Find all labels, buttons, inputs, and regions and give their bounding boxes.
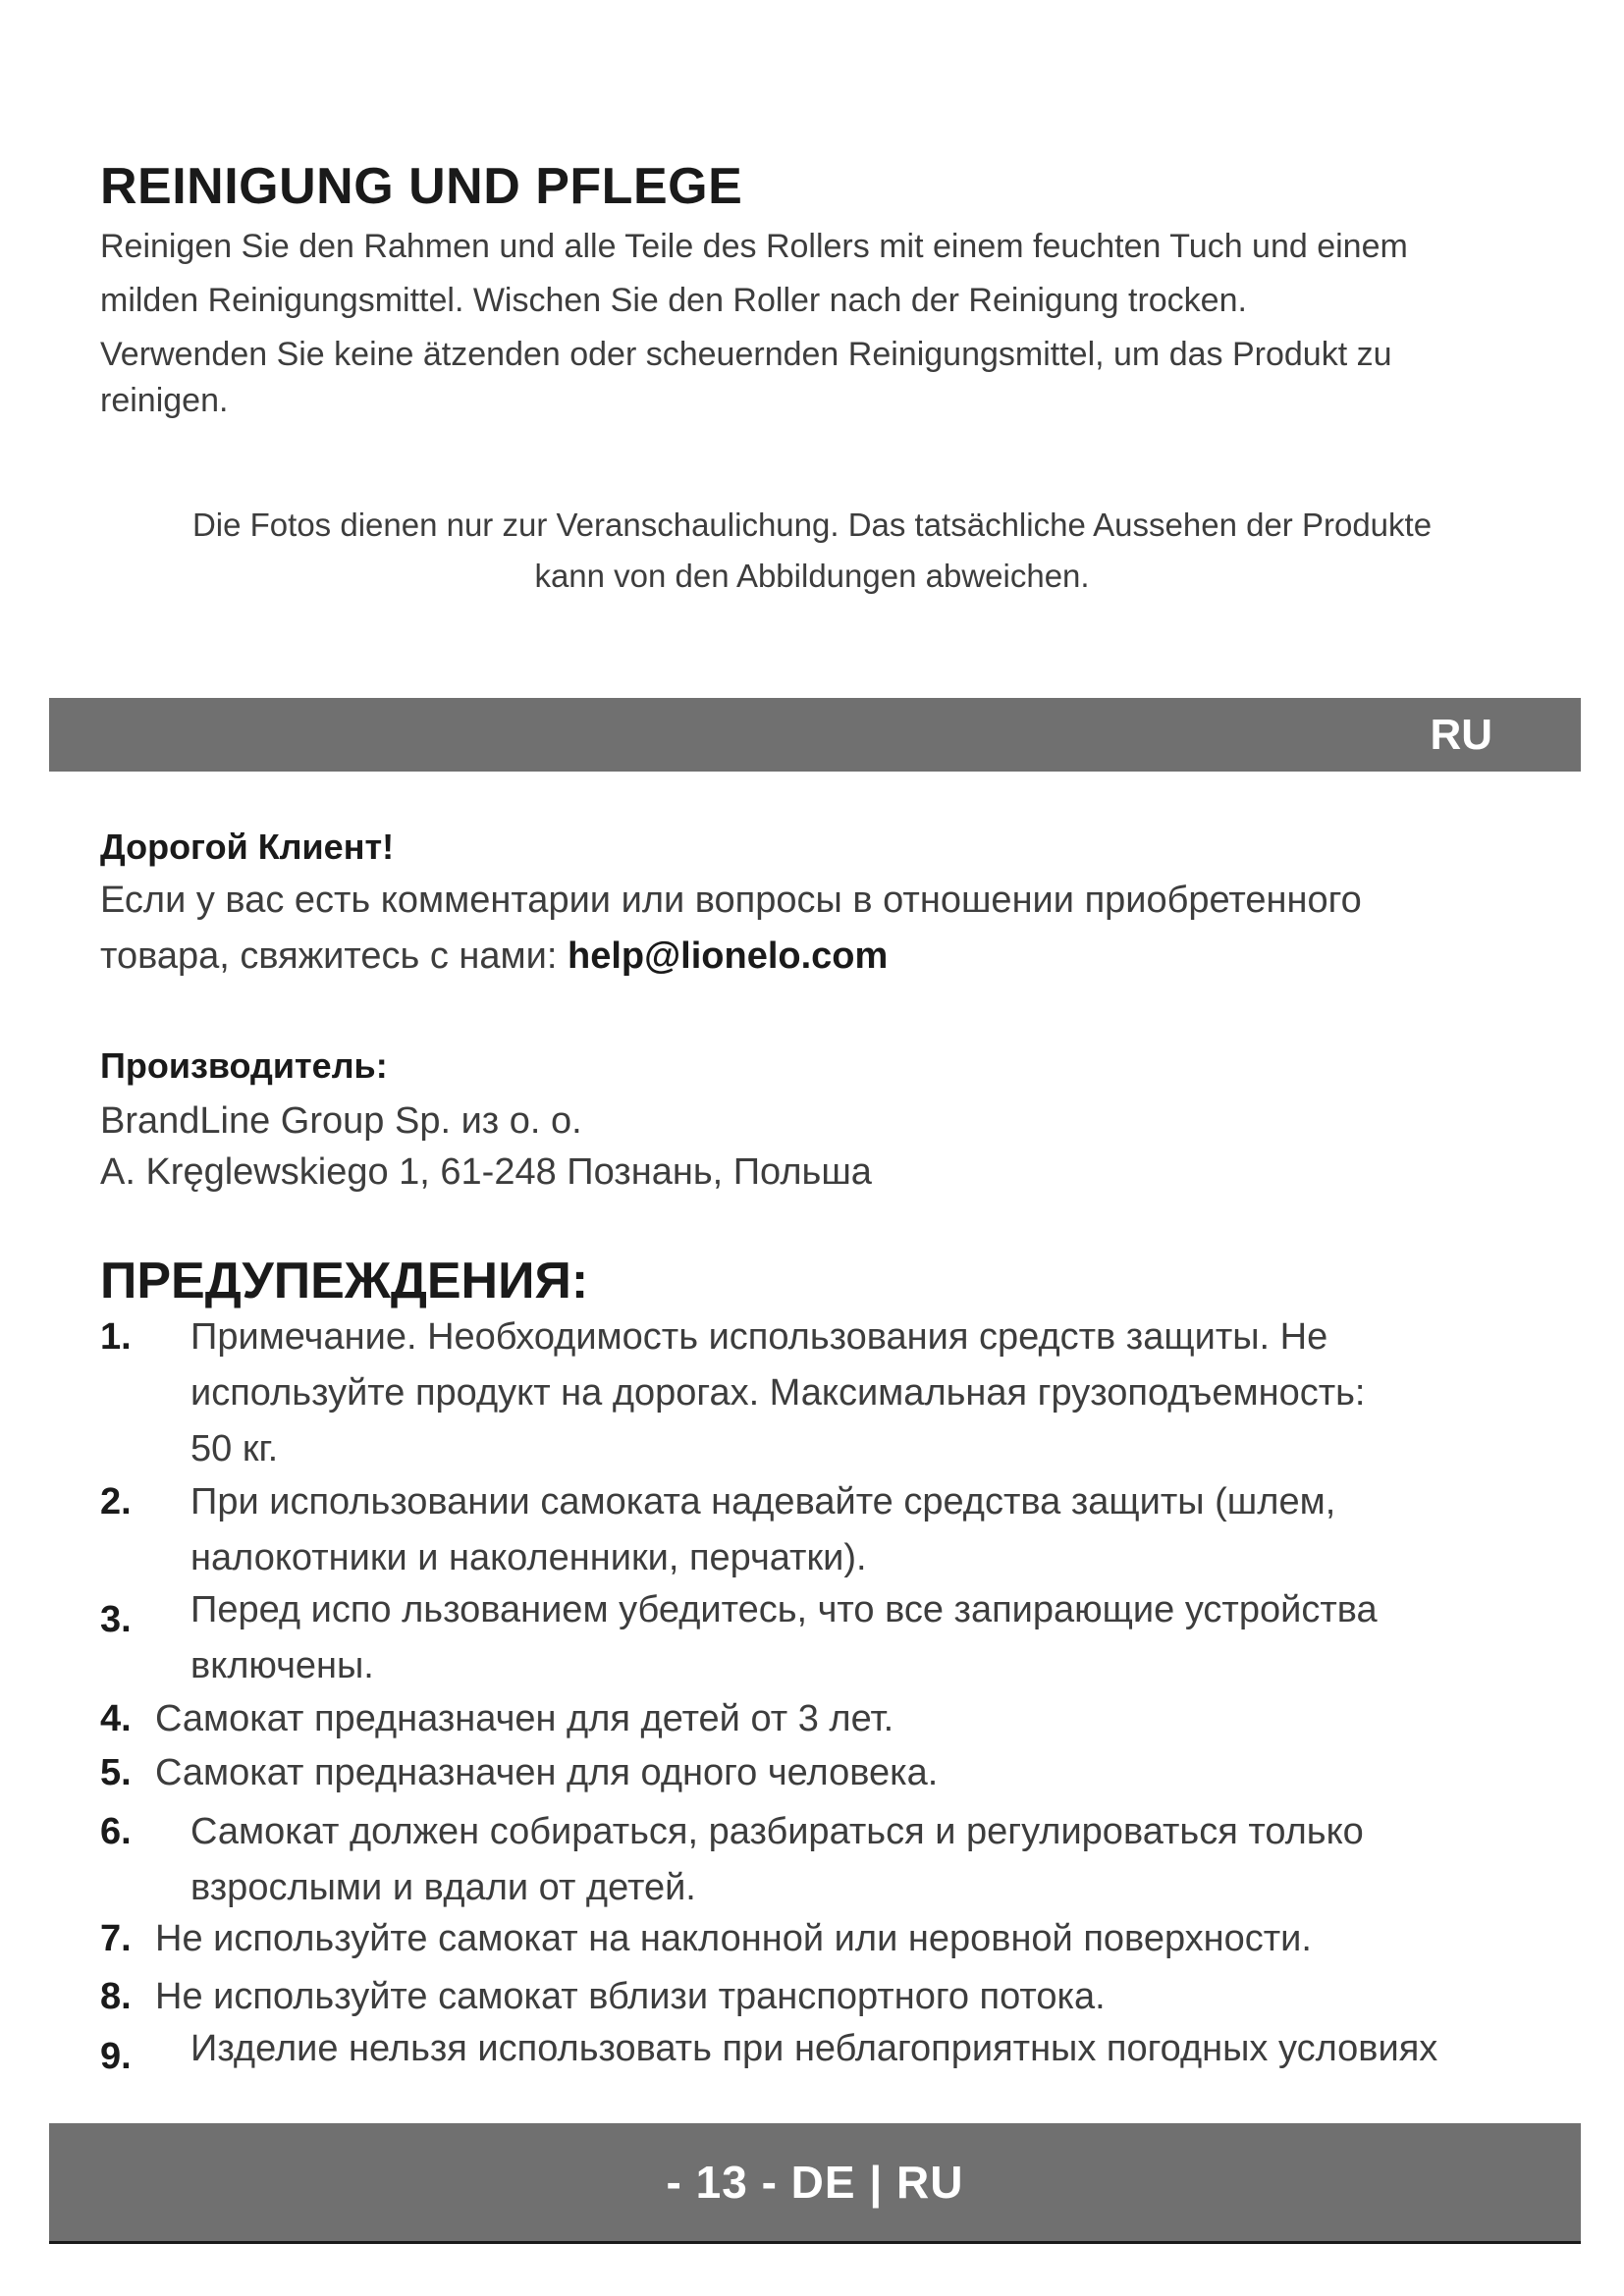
ru-manufacturer-address: A. Kręglewskiego 1, 61-248 Познань, Польша bbox=[100, 1151, 872, 1193]
warning-item bbox=[100, 1804, 1553, 1916]
de-cleaning-line: milden Reinigungsmittel. Wischen Sie den Roller nach der Reinigung trocken. bbox=[100, 282, 1247, 319]
de-disclaimer-line: Die Fotos dienen nur zur Veranschaulichung. Das tatsächliche Aussehen der Produkte bbox=[191, 507, 1433, 543]
ru-greeting: Дорогой Клиент! bbox=[100, 827, 395, 867]
warning-item bbox=[100, 1969, 1553, 2025]
ru-manufacturer-label: Производитель: bbox=[100, 1045, 388, 1086]
de-cleaning-paragraph bbox=[100, 220, 1524, 428]
footer-band bbox=[49, 2123, 1581, 2244]
warning-item bbox=[100, 1582, 1553, 1694]
warning-number: 4. bbox=[100, 1698, 132, 1739]
ru-warnings-heading: ПРЕДУПЕЖДЕНИЯ: bbox=[100, 1253, 589, 1309]
warning-text: Самокат предназначен для одного человека. bbox=[155, 1752, 939, 1793]
warning-text: Перед испо льзованием убедитесь, что все запирающие устройства включены. bbox=[190, 1589, 1378, 1686]
warning-number: 6. bbox=[100, 1811, 132, 1852]
language-label-ru: RU bbox=[1430, 711, 1492, 759]
warning-text: Изделие нельзя использовать при неблагоприятных погодных условиях bbox=[190, 2028, 1438, 2069]
warning-number: 9. bbox=[100, 2036, 132, 2077]
ru-contact-text: товара, свяжитесь с нами: bbox=[100, 935, 568, 977]
warning-item bbox=[100, 1911, 1553, 1967]
warning-text: Самокат должен собираться, разбираться и регулироваться только взрослыми и вдали от детей. bbox=[190, 1811, 1364, 1908]
de-cleaning-line: Verwenden Sie keine ätzenden oder scheuernden Reinigungsmittel, um das Produkt zu bbox=[100, 336, 1392, 373]
support-email-link[interactable]: help@lionelo.com bbox=[567, 935, 889, 977]
warning-item bbox=[100, 1309, 1553, 1477]
warning-number: 2. bbox=[100, 1481, 132, 1522]
de-cleaning-line: reinigen. bbox=[100, 382, 229, 419]
warning-number: 8. bbox=[100, 1976, 132, 2017]
de-photo-disclaimer bbox=[100, 500, 1524, 602]
warning-text: Самокат предназначен для детей от 3 лет. bbox=[155, 1698, 894, 1739]
ru-contact-line: Если у вас есть комментарии или вопросы в отношении приобретенного bbox=[100, 880, 1362, 921]
warning-text: Не используйте самокат вблизи транспортного потока. bbox=[155, 1976, 1106, 2017]
ru-contact-line bbox=[100, 929, 1553, 985]
de-section-heading: REINIGUNG UND PFLEGE bbox=[100, 158, 743, 215]
warning-number: 5. bbox=[100, 1752, 132, 1793]
warning-item bbox=[100, 2021, 1553, 2077]
ru-manufacturer-block bbox=[100, 1094, 1553, 1201]
warning-text: Примечание. Необходимость использования средств защиты. Не используйте продукт на дорогах. Максимальная грузоподъемность: 50 кг. bbox=[190, 1316, 1366, 1469]
ru-manufacturer-name: BrandLine Group Sp. из о. о. bbox=[100, 1100, 582, 1142]
warning-item bbox=[100, 1745, 1553, 1801]
page-number-label: - 13 - DE | RU bbox=[666, 2157, 964, 2208]
warning-text: Не используйте самокат на наклонной или неровной поверхности. bbox=[155, 1918, 1312, 1959]
warning-item bbox=[100, 1474, 1553, 1586]
warning-number: 1. bbox=[100, 1316, 132, 1358]
warning-text: При использовании самоката надевайте средства защиты (шлем, налокотники и наколенники, перчатки). bbox=[190, 1481, 1336, 1578]
de-cleaning-line: Reinigen Sie den Rahmen und alle Teile des Rollers mit einem feuchten Tuch und einem bbox=[100, 228, 1408, 265]
warning-item bbox=[100, 1691, 1553, 1747]
language-band bbox=[49, 698, 1581, 772]
warning-number: 7. bbox=[100, 1918, 132, 1959]
ru-contact-paragraph bbox=[100, 873, 1553, 985]
warning-number: 3. bbox=[100, 1599, 132, 1640]
de-disclaimer-line: kann von den Abbildungen abweichen. bbox=[534, 558, 1090, 594]
